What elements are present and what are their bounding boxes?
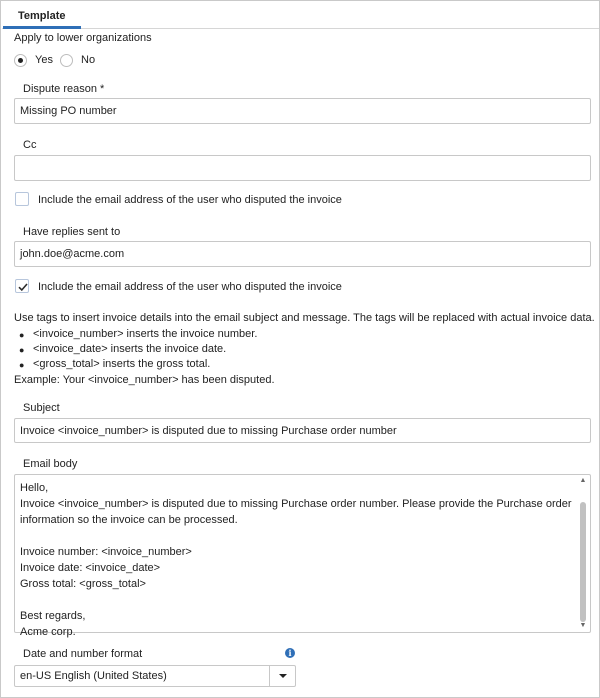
scroll-up-arrow-icon[interactable]: ▲ xyxy=(579,477,587,484)
tags-help-intro: Use tags to insert invoice details into the email subject and message. The tags will be replaced with actual invoice data. xyxy=(14,312,595,324)
chevron-down-icon xyxy=(279,674,287,678)
email-body-textarea[interactable] xyxy=(14,474,591,638)
bullet-1: ● xyxy=(19,330,25,340)
scroll-thumb[interactable] xyxy=(580,502,586,622)
subject-label: Subject xyxy=(23,402,60,414)
check-icon xyxy=(17,281,29,293)
cc-input[interactable] xyxy=(14,155,591,181)
tag-help-item-3: <gross_total> inserts the gross total. xyxy=(33,358,211,370)
info-icon[interactable]: i xyxy=(285,648,295,658)
bullet-3: ● xyxy=(19,360,25,370)
tags-help-example: Example: Your <invoice_number> has been disputed. xyxy=(14,374,275,386)
scroll-down-arrow-icon[interactable]: ▼ xyxy=(579,622,587,629)
active-tab-indicator xyxy=(3,26,81,29)
replies-label: Have replies sent to xyxy=(23,226,121,238)
date-format-dropdown-button[interactable] xyxy=(269,666,295,686)
radio-no-label[interactable]: No xyxy=(81,54,96,66)
include-disputer-label-1[interactable]: Include the email address of the user who disputed the invoice xyxy=(38,194,342,206)
date-format-select[interactable] xyxy=(14,665,296,687)
radio-yes-label[interactable]: Yes xyxy=(35,54,53,66)
tag-help-item-1: <invoice_number> inserts the invoice number. xyxy=(33,328,258,340)
include-disputer-checkbox-2[interactable] xyxy=(15,279,29,293)
cc-label: Cc xyxy=(23,139,37,151)
date-format-label: Date and number format xyxy=(23,648,143,660)
bullet-2: ● xyxy=(19,345,25,355)
tab-template[interactable] xyxy=(3,2,81,29)
email-body-label: Email body xyxy=(23,458,78,470)
email-body-scrollbar[interactable] xyxy=(577,476,589,631)
replies-value: john.doe@acme.com xyxy=(20,248,125,260)
date-format-value: en-US English (United States) xyxy=(20,670,167,682)
tab-bar xyxy=(2,2,599,29)
dispute-reason-input[interactable] xyxy=(14,98,591,124)
email-body-value: Hello, Invoice <invoice_number> is disputed due to missing Purchase order number. Please provide the Purchase order information so the invoice can be processed. Invoice number: <invoice_number> Invoice date: <invoice_date> Gross total: <gross_total> Best regards, Acme corp. xyxy=(20,482,572,638)
apply-lower-orgs-label: Apply to lower organizations xyxy=(14,32,152,44)
dispute-reason-label: Dispute reason * xyxy=(23,83,105,95)
subject-value: Invoice <invoice_number> is disputed due to missing Purchase order number xyxy=(20,424,397,437)
include-disputer-checkbox-1[interactable] xyxy=(15,192,29,206)
tab-template-label: Template xyxy=(18,10,66,22)
tag-help-item-2: <invoice_date> inserts the invoice date. xyxy=(33,343,227,355)
dispute-reason-value: Missing PO number xyxy=(20,105,117,117)
include-disputer-label-2[interactable]: Include the email address of the user who disputed the invoice xyxy=(38,281,342,293)
subject-input[interactable] xyxy=(14,418,591,443)
radio-yes[interactable] xyxy=(14,54,27,67)
radio-no[interactable] xyxy=(60,54,73,67)
replies-input[interactable] xyxy=(14,241,591,267)
